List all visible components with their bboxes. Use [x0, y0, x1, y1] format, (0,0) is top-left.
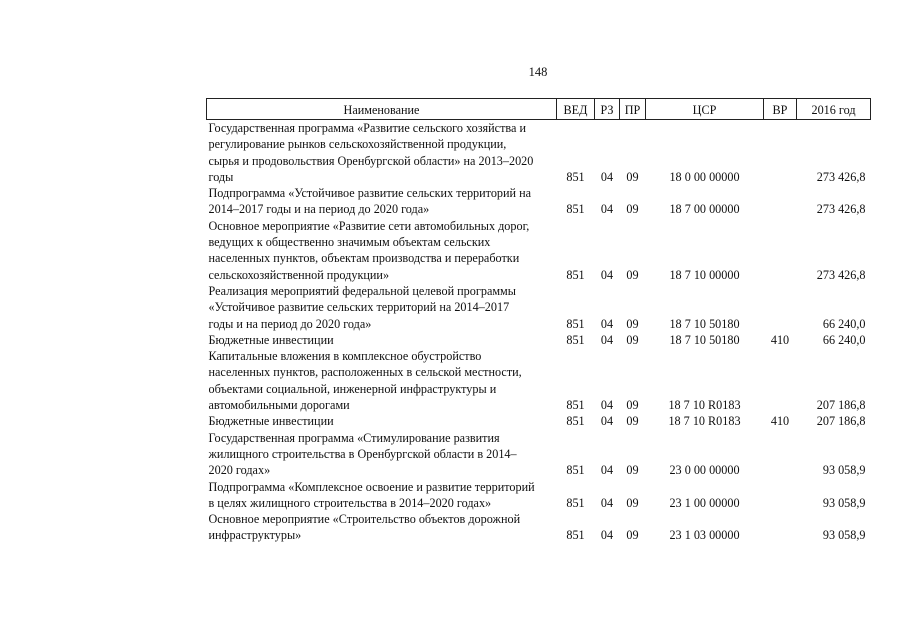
row-rz: 04 — [600, 398, 614, 413]
row-name-line: Государственная программа «Стимулирование развития — [208, 430, 500, 445]
row-vr — [764, 185, 797, 218]
table-row — [207, 332, 871, 348]
row-name — [207, 430, 557, 479]
table-row — [207, 218, 871, 283]
row-name — [207, 332, 557, 348]
row-name-line: Реализация мероприятий федеральной целевой программы — [208, 283, 516, 298]
row-amount: 93 058,9 — [822, 528, 866, 543]
row-name-line: инфраструктуры» — [208, 528, 302, 543]
row-name — [207, 479, 557, 512]
row-rz: 04 — [600, 495, 614, 510]
header-csr: ЦСР — [646, 99, 764, 120]
row-ved: 851 — [566, 332, 585, 347]
row-pr: 09 — [626, 332, 639, 347]
row-vr — [764, 511, 797, 544]
row-csr: 18 7 10 50180 — [669, 332, 740, 347]
row-rz: 04 — [600, 316, 614, 331]
row-name-line: регулирование рынков сельскохозяйственной продукции, — [208, 137, 507, 152]
row-name-line: 2020 годах» — [208, 463, 271, 478]
row-amount: 273 426,8 — [816, 169, 866, 184]
table-row — [207, 413, 871, 429]
row-name — [207, 185, 557, 218]
table-header-row — [207, 99, 871, 120]
row-rz: 04 — [600, 267, 614, 282]
row-ved: 851 — [566, 495, 585, 510]
row-csr: 23 1 03 00000 — [669, 528, 740, 543]
row-name — [207, 283, 557, 332]
row-rz: 04 — [600, 528, 614, 543]
table-row — [207, 511, 871, 544]
row-name-line: объектами социальной, инженерной инфраструктуры и — [208, 381, 497, 396]
row-amount: 207 186,8 — [816, 398, 866, 413]
row-ved: 851 — [566, 316, 585, 331]
row-name-line: сельскохозяйственной продукции» — [208, 267, 390, 282]
row-ved: 851 — [566, 202, 585, 217]
row-ved: 851 — [566, 398, 585, 413]
row-name-line: в целях жилищного строительства в 2014–2020 годах» — [208, 495, 492, 510]
row-csr: 18 7 10 R0183 — [668, 398, 741, 413]
row-vr — [764, 430, 797, 479]
row-csr: 23 1 00 00000 — [669, 495, 740, 510]
row-name-line: Бюджетные инвестиции — [208, 414, 334, 429]
row-vr — [764, 218, 797, 283]
row-name — [207, 348, 557, 413]
row-amount: 273 426,8 — [816, 267, 866, 282]
row-vr — [764, 348, 797, 413]
row-name-line: Подпрограмма «Устойчивое развитие сельских территорий на — [208, 186, 532, 201]
budget-table-container — [206, 98, 870, 544]
header-name: Наименование — [207, 99, 557, 120]
header-vr: ВР — [764, 99, 797, 120]
row-pr: 09 — [626, 398, 639, 413]
row-rz: 04 — [600, 332, 614, 347]
row-name-line: Бюджетные инвестиции — [208, 332, 334, 347]
header-rz: РЗ — [595, 99, 620, 120]
row-name — [207, 120, 557, 186]
row-pr: 09 — [626, 414, 639, 429]
row-rz: 04 — [600, 202, 614, 217]
table-row — [207, 120, 871, 186]
row-ved: 851 — [566, 528, 585, 543]
row-name-line: Капитальные вложения в комплексное обустройство — [208, 349, 482, 364]
row-name-line: «Устойчивое развитие сельских территорий на 2014–2017 — [208, 300, 510, 315]
header-year: 2016 год — [797, 99, 871, 120]
table-row — [207, 479, 871, 512]
row-pr: 09 — [626, 463, 639, 478]
row-csr: 18 7 10 00000 — [669, 267, 740, 282]
row-name-line: 2014–2017 годы и на период до 2020 года» — [208, 202, 430, 217]
row-name-line: годы — [208, 169, 234, 184]
row-name — [207, 413, 557, 429]
table-row — [207, 283, 871, 332]
row-csr: 18 7 10 R0183 — [668, 414, 741, 429]
row-rz: 04 — [600, 169, 614, 184]
row-name — [207, 218, 557, 283]
row-ved: 851 — [566, 463, 585, 478]
row-vr — [764, 120, 797, 186]
table-row — [207, 185, 871, 218]
row-name-line: жилищного строительства в Оренбургской области в 2014– — [208, 446, 517, 461]
row-rz: 04 — [600, 463, 614, 478]
row-name-line: годы и на период до 2020 года» — [208, 316, 372, 331]
row-ved: 851 — [566, 414, 585, 429]
row-amount: 93 058,9 — [822, 495, 866, 510]
row-amount: 273 426,8 — [816, 202, 866, 217]
row-csr: 18 0 00 00000 — [669, 169, 740, 184]
row-name-line: Государственная программа «Развитие сельского хозяйства и — [208, 121, 526, 135]
row-csr: 18 7 10 50180 — [669, 316, 740, 331]
row-amount: 93 058,9 — [822, 463, 866, 478]
row-pr: 09 — [626, 316, 639, 331]
header-ved: ВЕД — [557, 99, 595, 120]
row-pr: 09 — [626, 495, 639, 510]
row-pr: 09 — [626, 528, 639, 543]
row-name-line: ведущих к общественно значимым объектам сельских — [208, 235, 491, 250]
row-name-line: Подпрограмма «Комплексное освоение и развитие территорий — [208, 479, 535, 494]
row-pr: 09 — [626, 267, 639, 282]
row-name-line: населенных пунктов, расположенных в сельской местности, — [208, 365, 522, 380]
row-pr: 09 — [626, 202, 639, 217]
row-vr: 410 — [770, 414, 790, 429]
table-row — [207, 430, 871, 479]
row-csr: 23 0 00 00000 — [669, 463, 740, 478]
row-name-line: автомобильными дорогами — [208, 398, 350, 413]
row-ved: 851 — [566, 169, 585, 184]
row-rz: 04 — [600, 414, 614, 429]
row-name-line: Основное мероприятие «Строительство объектов дорожной — [208, 512, 521, 527]
table-body — [207, 120, 871, 544]
page-number: 148 — [528, 65, 548, 79]
row-amount: 66 240,0 — [822, 332, 866, 347]
row-vr — [764, 283, 797, 332]
row-name — [207, 511, 557, 544]
header-pr: ПР — [620, 99, 646, 120]
row-name-line: Основное мероприятие «Развитие сети автомобильных дорог, — [208, 218, 530, 233]
row-vr — [764, 479, 797, 512]
row-amount: 66 240,0 — [822, 316, 866, 331]
budget-table — [206, 98, 871, 544]
row-name-line: населенных пунктов, объектам производства и переработки — [208, 251, 520, 266]
table-row — [207, 348, 871, 413]
row-pr: 09 — [626, 169, 639, 184]
row-csr: 18 7 00 00000 — [669, 202, 740, 217]
row-name-line: сырья и продовольствия Оренбургской области» на 2013–2020 — [208, 153, 534, 168]
row-amount: 207 186,8 — [816, 414, 866, 429]
row-vr: 410 — [770, 332, 790, 347]
row-ved: 851 — [566, 267, 585, 282]
